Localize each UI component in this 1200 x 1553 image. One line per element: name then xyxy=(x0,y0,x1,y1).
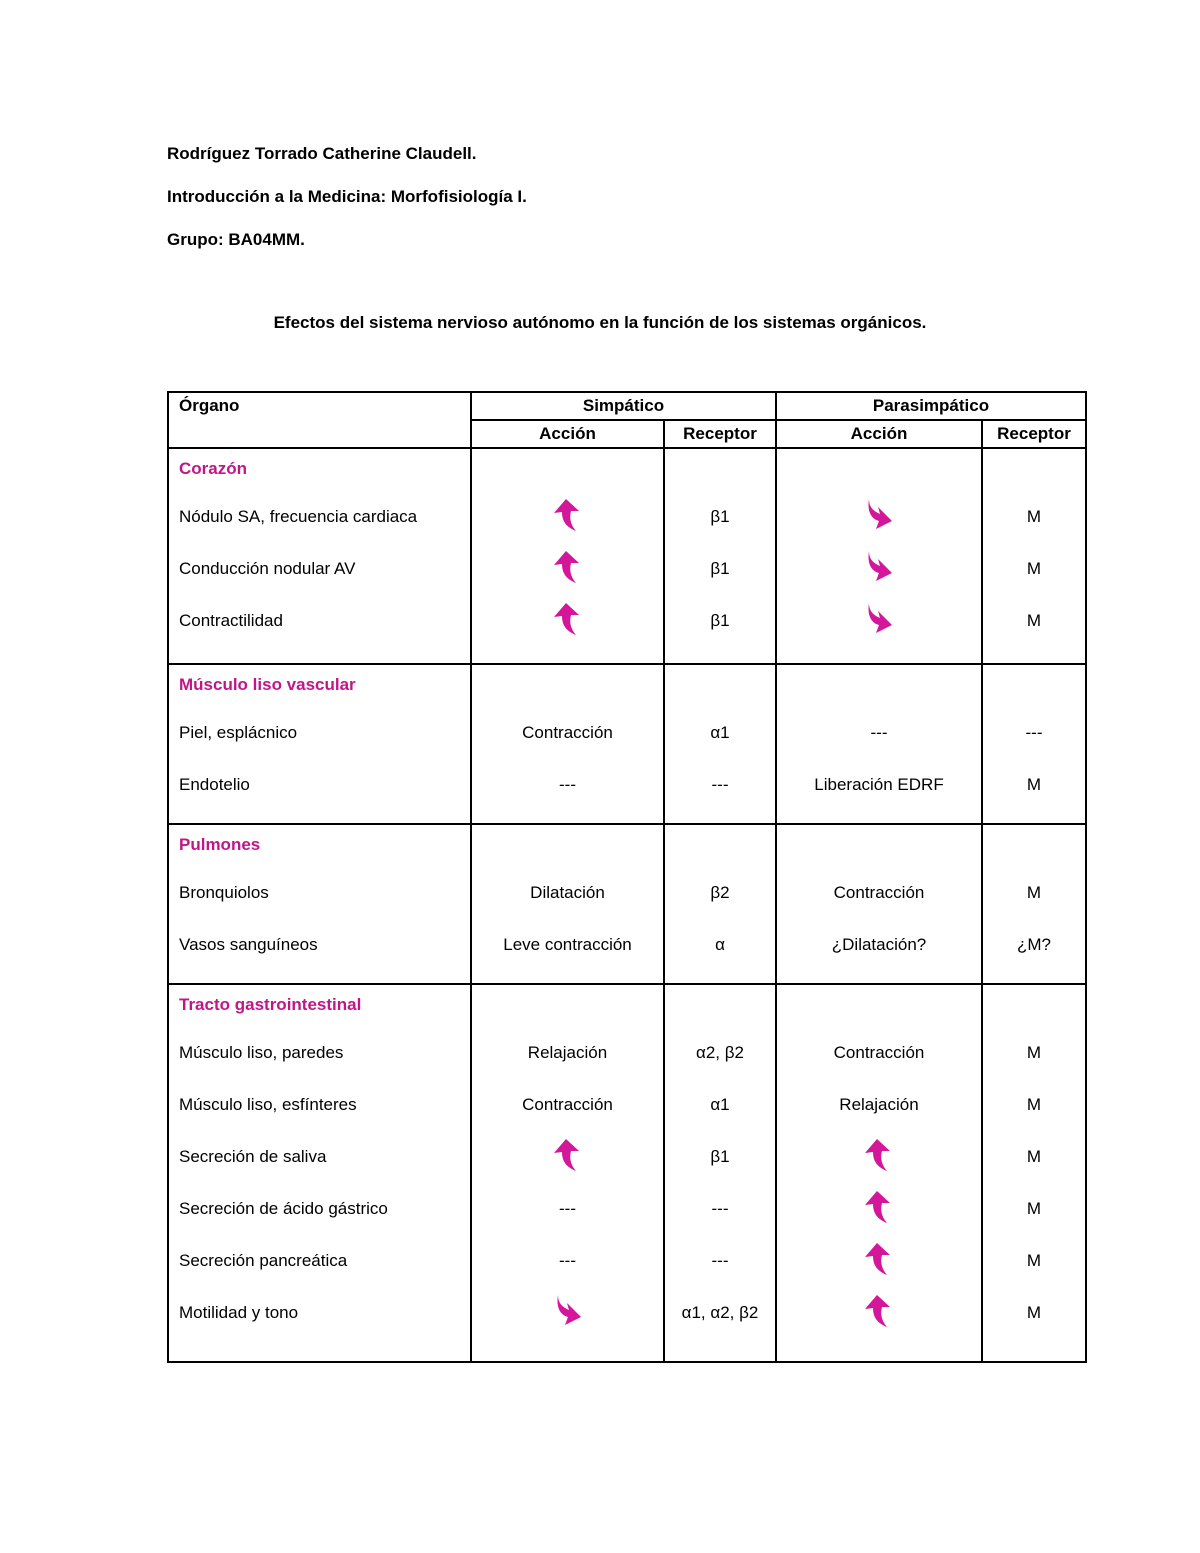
symp-receptor-value: β2 xyxy=(710,883,730,902)
header-parasympathetic: Parasimpático xyxy=(776,392,1086,420)
symp-receptor-value: β1 xyxy=(710,611,730,630)
column-cell-para-action xyxy=(776,984,982,1362)
column-cell-symp-action xyxy=(471,824,664,984)
para-receptor-value: M xyxy=(1026,775,1042,794)
organ-label: Músculo liso, esfínteres xyxy=(179,1095,357,1114)
table-body xyxy=(168,448,1086,1362)
column-cell-symp-receptor xyxy=(664,664,776,824)
para-receptor-value: M xyxy=(1026,1095,1042,1114)
section-name: Corazón xyxy=(179,459,247,478)
column-cell-para-action xyxy=(776,824,982,984)
symp-receptor-value: α1 xyxy=(710,723,730,742)
para-receptor-value: ¿M? xyxy=(1017,935,1051,954)
increase-arrow-icon xyxy=(552,601,584,637)
symp-receptor-value: --- xyxy=(711,1251,729,1270)
symp-action-value: Contracción xyxy=(522,723,613,742)
column-cell-para-receptor xyxy=(982,824,1086,984)
column-cell-symp-action xyxy=(471,448,664,664)
column-cell-symp-receptor xyxy=(664,448,776,664)
symp-action-value: Dilatación xyxy=(530,883,605,902)
document-title: Efectos del sistema nervioso autónomo en la función de los sistemas orgánicos. xyxy=(273,313,927,332)
table-section xyxy=(168,448,1086,664)
header-symp-receptor: Receptor xyxy=(664,420,776,448)
header-organ: Órgano xyxy=(168,392,471,448)
para-receptor-value: M xyxy=(1026,507,1042,526)
increase-arrow-icon xyxy=(863,1189,895,1225)
organ-label: Endotelio xyxy=(179,775,250,794)
symp-receptor-value: α1, α2, β2 xyxy=(681,1303,759,1322)
column-cell-para-action xyxy=(776,448,982,664)
para-receptor-value: M xyxy=(1026,1303,1042,1322)
organ-label: Secreción pancreática xyxy=(179,1251,348,1270)
organ-label: Vasos sanguíneos xyxy=(179,935,318,954)
para-action-value: --- xyxy=(870,723,888,742)
para-receptor-value: M xyxy=(1026,611,1042,630)
column-cell-organ xyxy=(168,664,471,824)
symp-receptor-value: --- xyxy=(711,775,729,794)
section-name: Tracto gastrointestinal xyxy=(179,995,362,1014)
para-action-value: Contracción xyxy=(833,883,925,902)
section-name: Pulmones xyxy=(179,835,261,854)
increase-arrow-icon xyxy=(863,1241,895,1277)
symp-receptor-value: --- xyxy=(711,1199,729,1218)
para-receptor-value: M xyxy=(1026,1251,1042,1270)
table-section xyxy=(168,824,1086,984)
author-line: Rodríguez Torrado Catherine Claudell. xyxy=(167,144,477,163)
column-cell-organ xyxy=(168,824,471,984)
column-cell-para-action xyxy=(776,664,982,824)
symp-action-value: Contracción xyxy=(522,1095,613,1114)
table-section xyxy=(168,664,1086,824)
symp-action-value: Relajación xyxy=(527,1043,608,1062)
para-receptor-value: M xyxy=(1026,559,1042,578)
para-action-value: ¿Dilatación? xyxy=(831,935,927,954)
organ-label: Piel, esplácnico xyxy=(179,723,298,742)
increase-arrow-icon xyxy=(552,1137,584,1173)
header-para-receptor: Receptor xyxy=(982,420,1086,448)
symp-action-value: Leve contracción xyxy=(503,935,632,954)
organ-label: Conducción nodular AV xyxy=(179,559,356,578)
para-action-value: Relajación xyxy=(839,1095,919,1114)
para-receptor-value: M xyxy=(1026,883,1042,902)
para-receptor-value: M xyxy=(1026,1043,1042,1062)
symp-receptor-value: β1 xyxy=(710,507,730,526)
decrease-arrow-icon xyxy=(552,1293,584,1329)
column-cell-symp-receptor xyxy=(664,824,776,984)
header-sympathetic: Simpático xyxy=(471,392,776,420)
symp-receptor-value: β1 xyxy=(710,559,730,578)
group-line: Grupo: BA04MM. xyxy=(167,230,305,249)
organ-label: Secreción de saliva xyxy=(179,1147,327,1166)
para-receptor-value: --- xyxy=(1025,723,1043,742)
symp-receptor-value: α1 xyxy=(710,1095,730,1114)
organ-label: Nódulo SA, frecuencia cardiaca xyxy=(179,507,418,526)
para-receptor-value: M xyxy=(1026,1147,1042,1166)
decrease-arrow-icon xyxy=(863,549,895,585)
increase-arrow-icon xyxy=(863,1293,895,1329)
course-line: Introducción a la Medicina: Morfofisiología I. xyxy=(167,187,527,206)
decrease-arrow-icon xyxy=(863,601,895,637)
symp-receptor-value: β1 xyxy=(710,1147,730,1166)
column-cell-symp-action xyxy=(471,984,664,1362)
symp-action-value: --- xyxy=(559,1251,576,1270)
organ-label: Contractilidad xyxy=(179,611,283,630)
para-receptor-value: M xyxy=(1026,1199,1042,1218)
organ-label: Bronquiolos xyxy=(179,883,269,902)
symp-action-value: --- xyxy=(559,775,576,794)
symp-action-value: --- xyxy=(559,1199,576,1218)
para-action-value: Contracción xyxy=(833,1043,925,1062)
column-cell-symp-receptor xyxy=(664,984,776,1362)
organ-label: Motilidad y tono xyxy=(179,1303,299,1322)
column-cell-para-receptor xyxy=(982,984,1086,1362)
ans-effects-table xyxy=(167,391,1087,1363)
decrease-arrow-icon xyxy=(863,497,895,533)
column-cell-organ xyxy=(168,448,471,664)
table-section xyxy=(168,984,1086,1362)
header-para-action: Acción xyxy=(776,420,982,448)
column-cell-symp-action xyxy=(471,664,664,824)
increase-arrow-icon xyxy=(552,549,584,585)
increase-arrow-icon xyxy=(863,1137,895,1173)
symp-receptor-value: α xyxy=(715,935,725,954)
organ-label: Secreción de ácido gástrico xyxy=(179,1199,388,1218)
column-cell-para-receptor xyxy=(982,664,1086,824)
para-action-value: Liberación EDRF xyxy=(814,775,944,794)
header-symp-action: Acción xyxy=(471,420,664,448)
column-cell-organ xyxy=(168,984,471,1362)
increase-arrow-icon xyxy=(552,497,584,533)
section-name: Músculo liso vascular xyxy=(179,675,356,694)
organ-label: Músculo liso, paredes xyxy=(179,1043,344,1062)
column-cell-para-receptor xyxy=(982,448,1086,664)
symp-receptor-value: α2, β2 xyxy=(696,1043,744,1062)
